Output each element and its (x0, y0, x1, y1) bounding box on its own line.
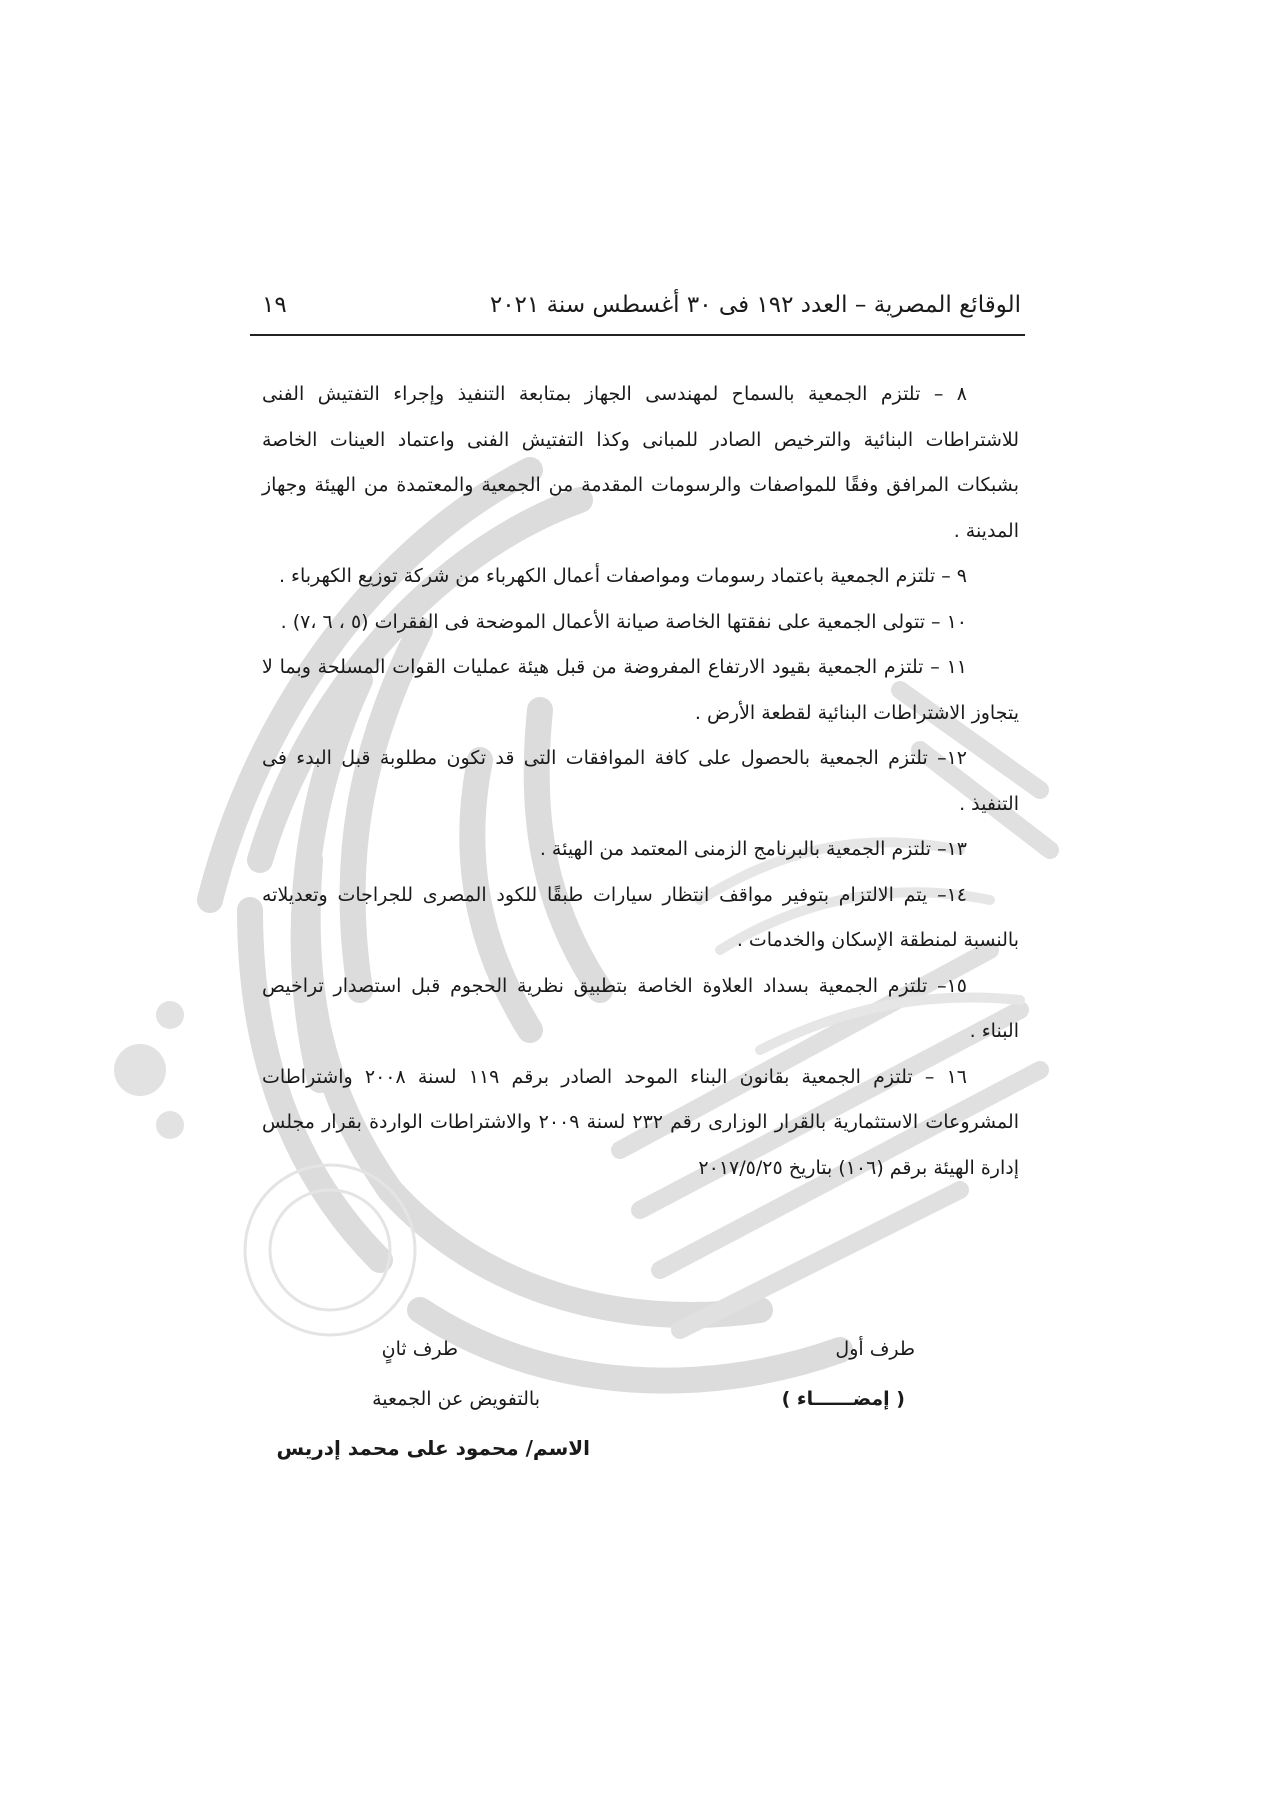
first-party-title: طرف أول (835, 1338, 915, 1360)
document-body (262, 372, 1019, 1191)
clause-14: ١٤– يتم الالتزام بتوفير مواقف انتظار سيارات طبقًا للكود المصرى للجراجات وتعديلاته بالنسبة لمنطقة الإسكان والخدمات . (262, 883, 1019, 951)
second-party-title: طرف ثانٍ (381, 1338, 458, 1360)
clause-15: ١٥– تلتزم الجمعية بسداد العلاوة الخاصة بتطبيق نظرية الحجوم قبل استصدار تراخيص البناء . (262, 974, 1019, 1042)
second-party-delegation: بالتفويض عن الجمعية (372, 1388, 540, 1410)
clause-11: ١١ – تلتزم الجمعية بقيود الارتفاع المفروضة من قبل هيئة عمليات القوات المسلحة وبما لا يتجاوز الاشتراطات البنائية لقطعة الأرض . (262, 656, 1019, 724)
page-header (250, 288, 1025, 336)
clause-8: ٨ – تلتزم الجمعية بالسماح لمهندسى الجهاز بمتابعة التنفيذ وإجراء التفتيش الفنى للاشتراطات البنائية والترخيص الصادر للمبانى وكذا التفتيش الفنى واعتماد العينات الخاصة بشبكات المرافق وفقًا للمواصفات والرسومات المقدمة من الجمعية والمعتمدة من الهيئة وجهاز المدينة . (262, 383, 1019, 542)
clause-9: ٩ – تلتزم الجمعية باعتماد رسومات ومواصفات أعمال الكهرباء من شركة توزيع الكهرباء . (278, 565, 967, 587)
first-party-signature: ( إمضــــــاء ) (781, 1388, 905, 1410)
page-number: ١٩ (262, 292, 287, 318)
clause-10: ١٠ – تتولى الجمعية على نفقتها الخاصة صيانة الأعمال الموضحة فى الفقرات (٥ ، ٦ ،٧) . (280, 610, 967, 633)
clause-16: ١٦ – تلتزم الجمعية بقانون البناء الموحد الصادر برقم ١١٩ لسنة ٢٠٠٨ واشتراطات المشروعات الاستثمارية بالقرار الوزارى رقم ٢٣٢ لسنة ٢٠٠٩ والاشتراطات الواردة بقرار مجلس إدارة الهيئة برقم (١٠٦) بتاريخ ٢٠١٧/٥/٢٥ (262, 1065, 1019, 1179)
clause-12: ١٢– تلتزم الجمعية بالحصول على كافة الموافقات التى قد تكون مطلوبة قبل البدء فى التنفيذ . (262, 747, 1019, 815)
second-party-name: الاسم/ محمود على محمد إدريس (276, 1436, 590, 1460)
clause-13: ١٣– تلتزم الجمعية بالبرنامج الزمنى المعتمد من الهيئة . (539, 838, 967, 860)
gazette-title: الوقائع المصرية – العدد ١٩٢ فى ٣٠ أغسطس سنة ٢٠٢١ (489, 292, 1021, 318)
